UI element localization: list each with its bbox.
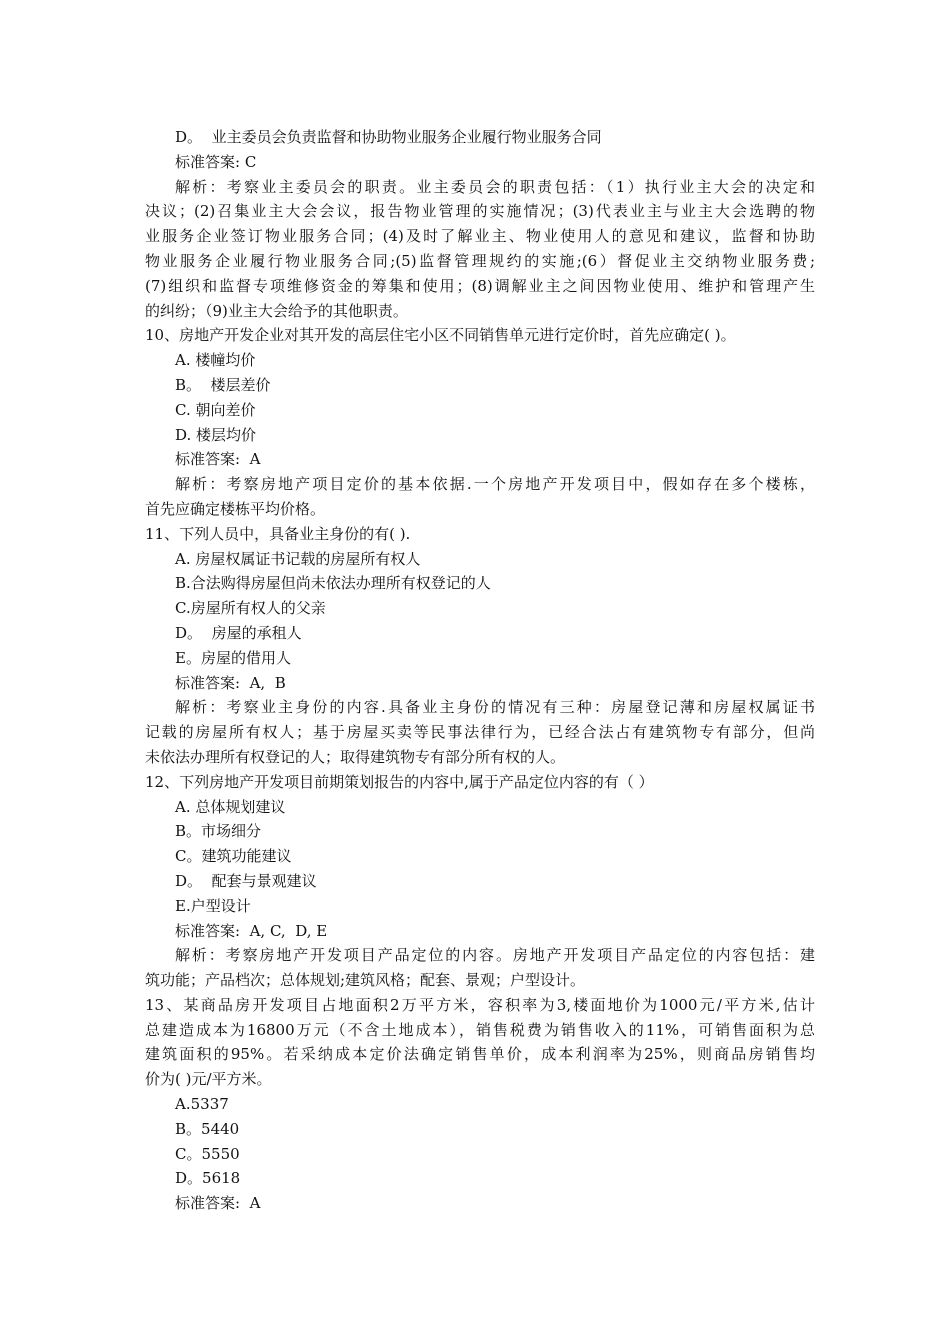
text-line: 11、下列人员中，具备业主身份的有( ). — [145, 524, 411, 543]
text-line: (7)组织和监督专项维修资金的筹集和使用；(8)调解业主之间因物业使用、维护和管理产生 — [145, 276, 815, 295]
text-line: B。5440 — [175, 1119, 240, 1138]
text-line: 建筑面积的95%。若采纳成本定价法确定销售单价，成本利润率为25%，则商品房销售均 — [145, 1045, 815, 1064]
text-line: 解析：考察业主委员会的职责。业主委员会的职责包括：（1）执行业主大会的决定和 — [175, 177, 815, 196]
text-line: 的纠纷；（9)业主大会给予的其他职责。 — [145, 301, 408, 320]
text-line: A. 楼幢均价 — [175, 351, 256, 370]
text-line: A. 房屋权属证书记载的房屋所有权人 — [175, 549, 421, 568]
text-line: 解析：考察房地产项目定价的基本依据.一个房地产开发项目中，假如存在多个楼栋， — [175, 475, 815, 494]
text-line: D。5618 — [175, 1169, 241, 1188]
text-line: 解析：考察业主身份的内容.具备业主身份的情况有三种：房屋登记薄和房屋权属证书 — [175, 698, 815, 717]
text-line: B。 楼层差价 — [175, 375, 271, 394]
text-line: A.5337 — [175, 1095, 229, 1114]
text-line: 13、某商品房开发项目占地面积2万平方米，容积率为3,楼面地价为1000元/平方米,估计 — [145, 995, 815, 1014]
text-line: B.合法购得房屋但尚未依法办理所有权登记的人 — [175, 574, 491, 593]
document-page — [145, 125, 815, 1216]
text-line: D。 配套与景观建议 — [175, 871, 317, 890]
text-line: B。市场细分 — [175, 822, 262, 841]
text-line: 10、房地产开发企业对其开发的高层住宅小区不同销售单元进行定价时，首先应确定( )。 — [145, 326, 736, 345]
text-line: E。房屋的借用人 — [175, 648, 291, 667]
text-line: C。5550 — [175, 1144, 240, 1163]
text-line: D. 楼层均价 — [175, 425, 257, 444]
text-line: C。建筑功能建议 — [175, 847, 292, 866]
text-line: 标准答案: A, B — [175, 673, 286, 692]
text-line: D。 业主委员会负责监督和协助物业服务企业履行物业服务合同 — [175, 128, 602, 146]
text-line: D。 房屋的承租人 — [175, 623, 302, 642]
text-line: 标准答案: A — [175, 450, 261, 469]
text-line: 价为( )元/平方米。 — [145, 1070, 272, 1089]
text-line: 记载的房屋所有权人；基于房屋买卖等民事法律行为，已经合法占有建筑物专有部分，但尚 — [145, 723, 815, 742]
text-line: 标准答案: A — [175, 1194, 261, 1213]
text-line: 筑功能；产品档次；总体规划;建筑风格；配套、景观；户型设计。 — [145, 971, 586, 990]
text-line: 首先应确定楼栋平均价格。 — [145, 499, 326, 518]
text-line: 解析：考察房地产开发项目产品定位的内容。房地产开发项目产品定位的内容包括：建 — [175, 946, 815, 965]
text-line: C.房屋所有权人的父亲 — [175, 599, 326, 618]
text-line: 标准答案: A, C, D, E — [175, 921, 328, 940]
text-line: 未依法办理所有权登记的人；取得建筑物专有部分所有权的人。 — [145, 747, 566, 766]
text-line: C. 朝向差价 — [175, 400, 256, 419]
text-line: 物业服务企业履行物业服务合同;(5)监督管理规约的实施;(6）督促业主交纳物业服务费; — [145, 251, 815, 270]
text-line: 12、下列房地产开发项目前期策划报告的内容中,属于产品定位内容的有（ ） — [145, 772, 654, 791]
text-line: 标准答案: C — [175, 152, 257, 171]
text-line: A. 总体规划建议 — [175, 797, 286, 816]
text-line: 决议；(2)召集业主大会会议，报告物业管理的实施情况；(3)代表业主与业主大会选聘的物 — [145, 202, 815, 221]
text-line: 总建造成本为16800万元（不含土地成本），销售税费为销售收入的11%，可销售面积为总 — [145, 1020, 815, 1039]
text-line: 业服务企业签订物业服务合同；(4)及时了解业主、物业使用人的意见和建议，监督和协助 — [145, 227, 815, 246]
text-line: E.户型设计 — [175, 896, 251, 915]
